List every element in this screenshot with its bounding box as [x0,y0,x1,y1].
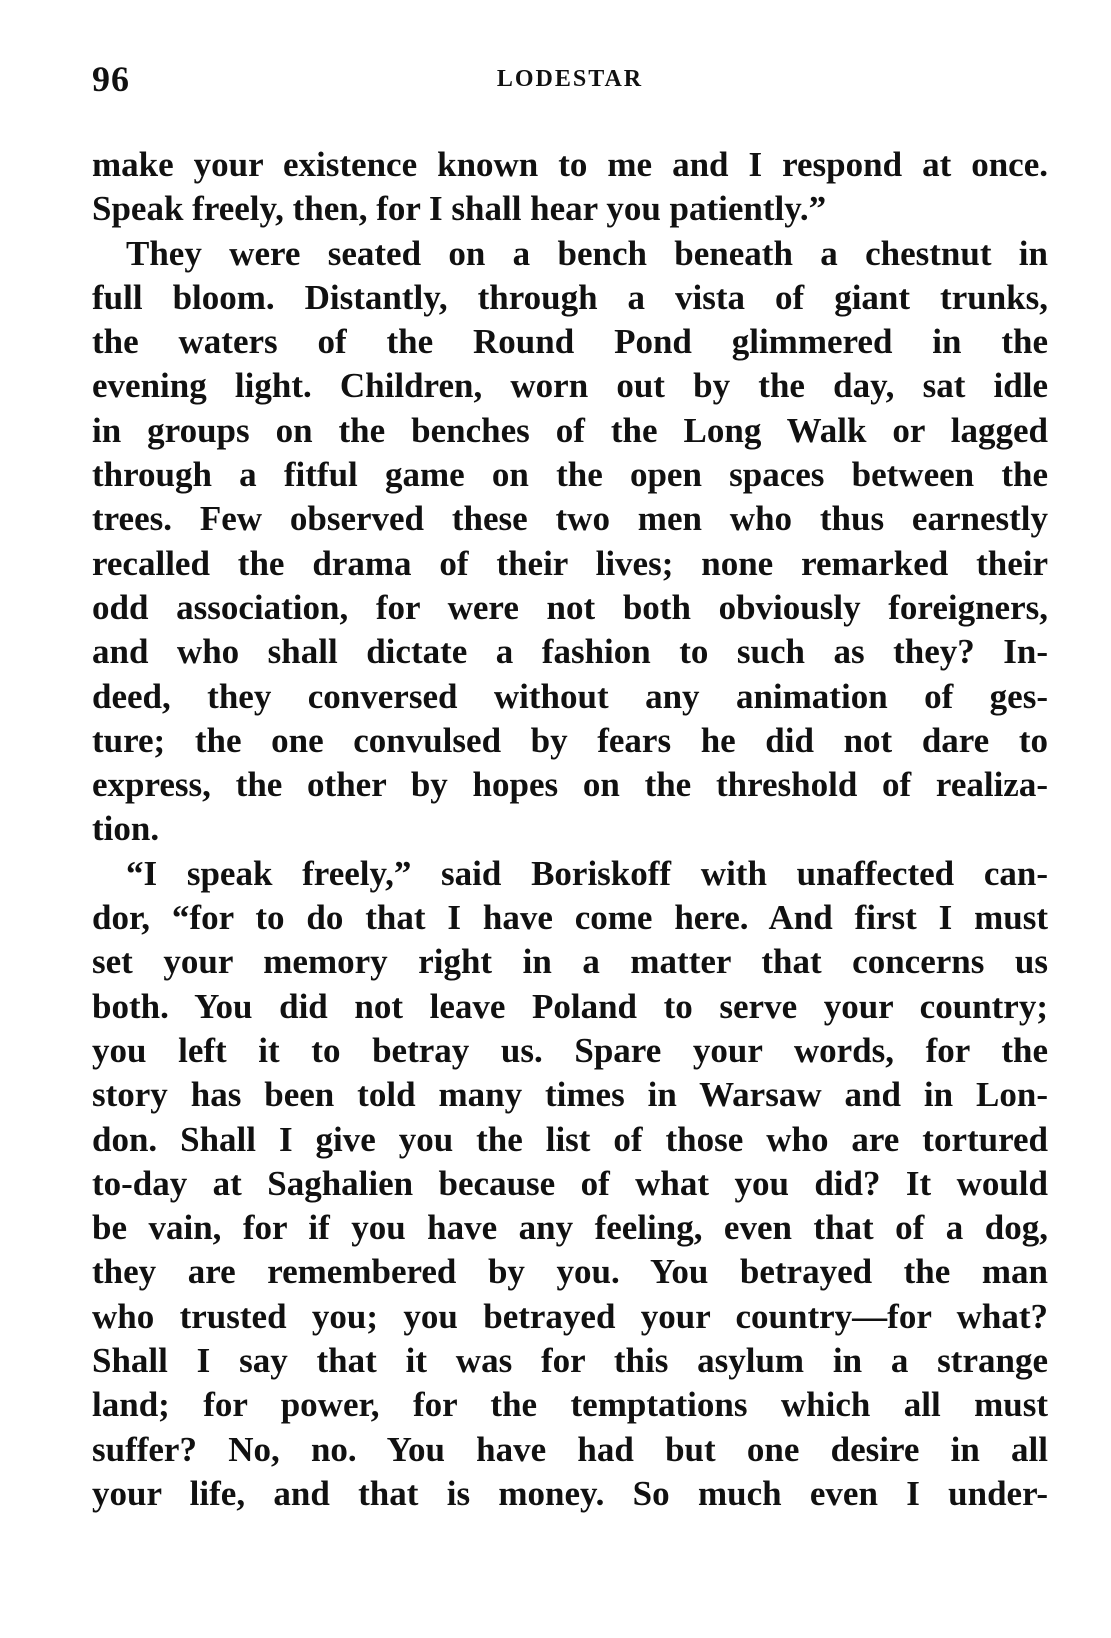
text-line: the waters of the Round Pond glimmered in the [92,322,1048,362]
text-line: you left it to betray us. Spare your words, for the [92,1030,1048,1070]
text-line: set your memory right in a matter that concerns us [92,942,1048,982]
text-line: to-day at Saghalien because of what you did? It would [92,1163,1048,1203]
page-header [92,58,1048,108]
text-line: express, the other by hopes on the threshold of realiza- [92,765,1048,805]
text-line: full bloom. Distantly, through a vista of giant trunks, [92,277,1048,317]
text-line: tion. [92,809,160,849]
text-line: odd association, for were not both obviously foreigners, [92,587,1048,627]
text-line: don. Shall I give you the list of those who are tortured [92,1119,1048,1159]
text-line: “I speak freely,” said Boriskoff with unaffected can- [126,853,1048,893]
text-line: be vain, for if you have any feeling, even that of a dog, [92,1208,1048,1248]
text-line: through a fitful game on the open spaces between the [92,455,1048,495]
text-line: Shall I say that it was for this asylum in a strange [92,1341,1048,1381]
text-line: they are remembered by you. You betrayed the man [92,1252,1048,1292]
text-line: story has been told many times in Warsaw and in Lon- [92,1075,1048,1115]
running-title: LODESTAR [496,66,644,92]
text-line: Speak freely, then, for I shall hear you patiently.” [92,189,827,229]
page-number: 96 [92,59,130,99]
text-line: trees. Few observed these two men who thus earnestly [92,499,1048,539]
text-line: evening light. Children, worn out by the day, sat idle [92,366,1048,406]
text-line: deed, they conversed without any animation of ges- [92,676,1048,716]
text-line: land; for power, for the temptations which all must [92,1385,1048,1425]
text-line: suffer? No, no. You have had but one desire in all [92,1429,1048,1469]
text-line: make your existence known to me and I respond at once. [92,145,1048,184]
text-line: in groups on the benches of the Long Walk or lagged [92,410,1048,450]
text-line: both. You did not leave Poland to serve your country; [92,986,1048,1026]
text-line: dor, “for to do that I have come here. And first I must [92,898,1048,938]
body-text [92,143,1048,1516]
text-line: who trusted you; you betrayed your country—for what? [92,1296,1048,1336]
text-line: recalled the drama of their lives; none remarked their [92,543,1048,583]
text-line: your life, and that is money. So much even I under- [92,1473,1048,1513]
text-line: ture; the one convulsed by fears he did not dare to [92,720,1048,760]
text-line: They were seated on a bench beneath a chestnut in [126,233,1048,273]
text-line: and who shall dictate a fashion to such as they? In- [92,632,1048,672]
